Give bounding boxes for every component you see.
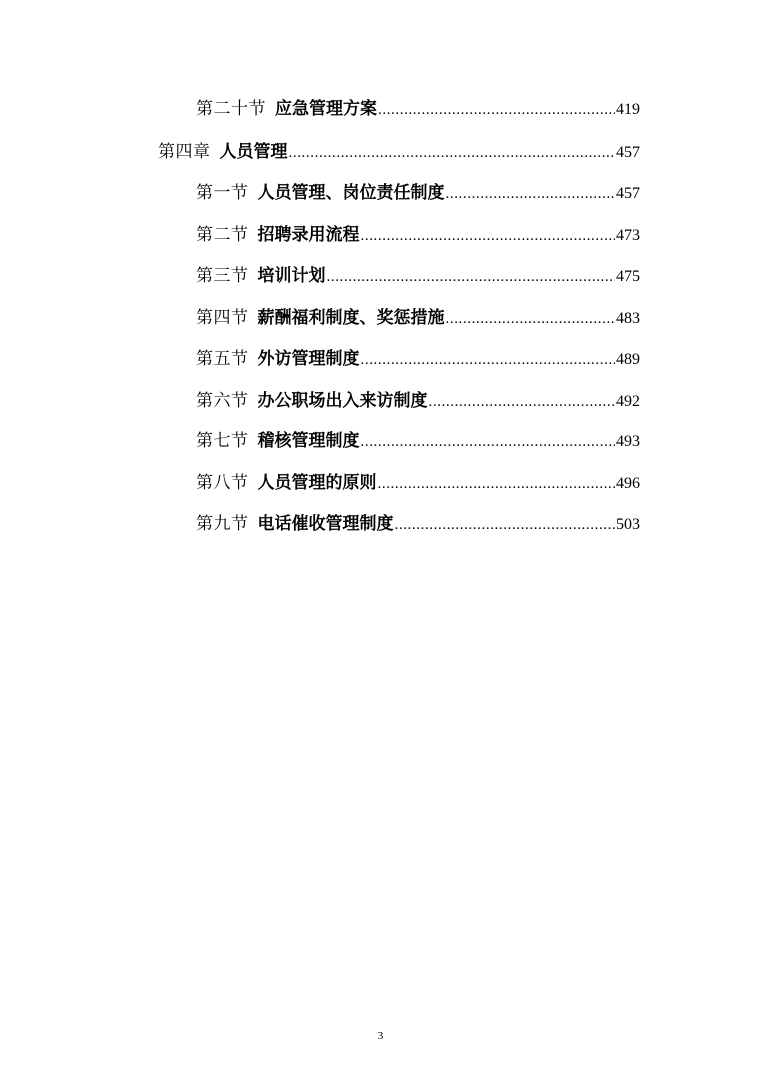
toc-entry-number: 第三节 xyxy=(196,266,249,286)
toc-entry-page: 492 xyxy=(616,393,640,410)
toc-entry-section-4[interactable] xyxy=(196,305,640,331)
toc-entry-section-2[interactable] xyxy=(196,222,640,248)
toc-dot-leader xyxy=(395,512,616,538)
toc-entry-title: 培训计划 xyxy=(257,266,326,286)
toc-entry-page: 493 xyxy=(616,433,640,450)
toc-entry-number: 第一节 xyxy=(196,183,249,203)
toc-entry-section-9[interactable] xyxy=(196,511,640,537)
toc-entry-number: 第四章 xyxy=(158,142,211,162)
toc-entry-number: 第九节 xyxy=(196,514,249,534)
toc-dot-leader xyxy=(327,264,616,290)
toc-dot-leader xyxy=(361,347,616,373)
toc-dot-leader xyxy=(446,181,616,207)
toc-dot-leader xyxy=(429,389,616,415)
toc-entry-number: 第四节 xyxy=(196,308,249,328)
toc-entry-title: 办公职场出入来访制度 xyxy=(257,391,428,411)
toc-entry-title: 人员管理、岗位责任制度 xyxy=(257,183,445,203)
toc-entry-number: 第八节 xyxy=(196,473,249,493)
page-number: 3 xyxy=(377,1030,384,1042)
toc-entry-section-3[interactable] xyxy=(196,263,640,289)
toc-entry-number: 第二十节 xyxy=(196,99,266,119)
toc-entry-number: 第七节 xyxy=(196,431,249,451)
toc-dot-leader xyxy=(378,471,616,497)
toc-entry-section-5[interactable] xyxy=(196,346,640,372)
toc-entry-section-1[interactable] xyxy=(196,180,640,206)
toc-entry-title: 人员管理的原则 xyxy=(257,473,377,493)
toc-entry-title: 应急管理方案 xyxy=(275,99,377,119)
toc-entry-title: 招聘录用流程 xyxy=(257,225,360,245)
toc-entry-page: 473 xyxy=(616,227,640,244)
toc-dot-leader xyxy=(361,429,616,455)
toc-entry-page: 457 xyxy=(616,185,640,202)
toc-entry-number: 第五节 xyxy=(196,349,249,369)
toc-entry-title: 电话催收管理制度 xyxy=(257,514,394,534)
toc-entry-section-8[interactable] xyxy=(196,470,640,496)
toc-entry-page: 503 xyxy=(616,516,640,533)
toc-entry-page: 483 xyxy=(616,310,640,327)
toc-entry-page: 475 xyxy=(616,268,640,285)
toc-entry-title: 人员管理 xyxy=(219,142,288,162)
toc-entry-title: 薪酬福利制度、奖惩措施 xyxy=(257,308,445,328)
toc-entry-section-7[interactable] xyxy=(196,428,640,454)
toc-entry-number: 第六节 xyxy=(196,391,249,411)
toc-dot-leader xyxy=(289,140,616,166)
toc-entry-page: 419 xyxy=(616,101,640,118)
toc-entry-section-6[interactable] xyxy=(196,388,640,414)
toc-entry-number: 第二节 xyxy=(196,225,249,245)
toc-entry-chapter-4[interactable] xyxy=(158,139,640,165)
toc-entry-title: 稽核管理制度 xyxy=(257,431,360,451)
toc-entry-page: 496 xyxy=(616,475,640,492)
toc-entry-page: 489 xyxy=(616,351,640,368)
toc-dot-leader xyxy=(361,223,616,249)
toc-entry-page: 457 xyxy=(616,144,640,161)
toc-dot-leader xyxy=(446,306,616,332)
toc-entry-section-20[interactable] xyxy=(196,96,640,122)
toc-dot-leader xyxy=(378,97,615,123)
toc-entry-title: 外访管理制度 xyxy=(257,349,360,369)
